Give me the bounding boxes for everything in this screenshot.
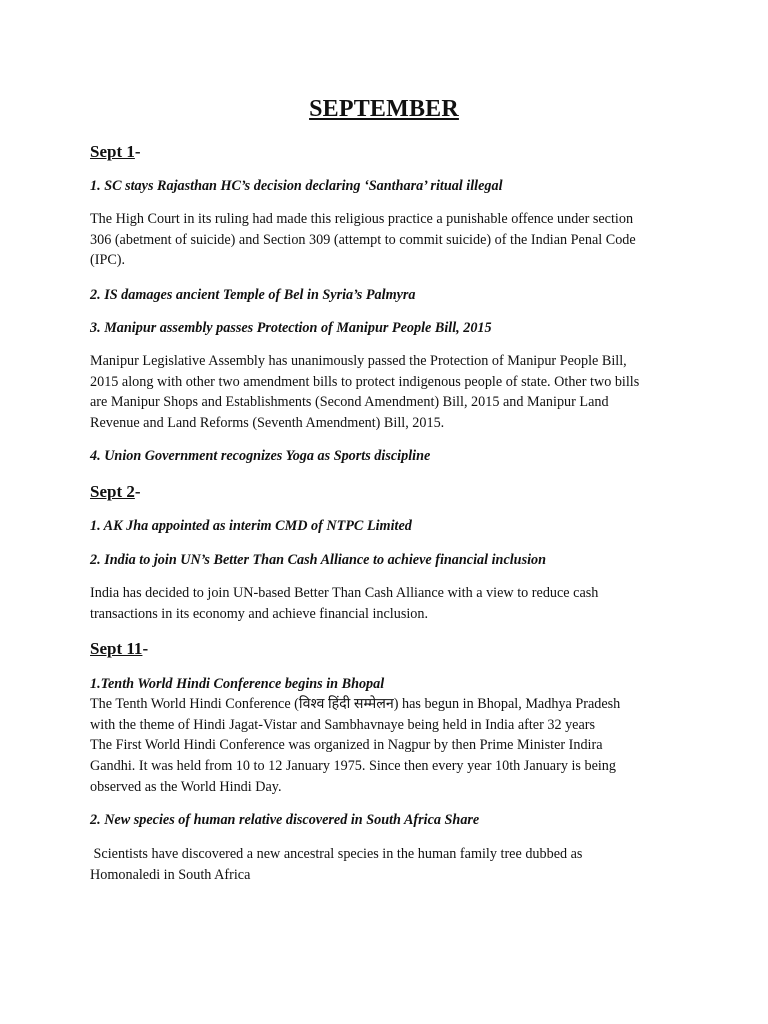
headline-hindi-conference: 1.Tenth World Hindi Conference begins in Bhopal <box>90 676 385 692</box>
text-line: The First World Hindi Conference was organized in Nagpur by then Prime Minister Indira <box>90 737 603 754</box>
text-line: (IPC). <box>90 252 126 269</box>
headline-manipur-bill: 3. Manipur assembly passes Protection of Manipur People Bill, 2015 <box>90 320 492 336</box>
headline-new-species: 2. New species of human relative discovered in South Africa Share <box>90 812 480 828</box>
text-line: The Tenth World Hindi Conference (विश्व हिंदी सम्मेलन) has begun in Bhopal, Madhya Pradesh <box>90 696 621 712</box>
section-date-label: Sept 11 <box>90 639 143 658</box>
text-line: observed as the World Hindi Day. <box>90 778 282 795</box>
text-line: The High Court in its ruling had made this religious practice a punishable offence under section <box>90 211 634 227</box>
text-line: India has decided to join UN-based Better Than Cash Alliance with a view to reduce cash <box>90 585 599 601</box>
text-line: Homonaledi in South Africa <box>90 866 251 883</box>
text-line: Scientists have discovered a new ancestral species in the human family tree dubbed as <box>90 846 583 862</box>
headline-yoga: 4. Union Government recognizes Yoga as Sports discipline <box>90 448 431 464</box>
text-line: 2015 along with other two amendment bills to protect indigenous people of state. Other two bills <box>90 373 640 390</box>
text-line: Gandhi. It was held from 10 to 12 January 1975. Since then every year 10th January is being <box>90 758 616 775</box>
paragraph-santhara <box>90 209 680 271</box>
headline-ntpc: 1. AK Jha appointed as interim CMD of NTPC Limited <box>90 518 412 534</box>
section-date-sept-2 <box>90 481 141 503</box>
text-line: Revenue and Land Reforms (Seventh Amendment) Bill, 2015. <box>90 415 445 432</box>
text-line: 306 (abetment of suicide) and Section 309 (attempt to commit suicide) of the Indian Penal Code <box>90 231 636 248</box>
headline-palmyra: 2. IS damages ancient Temple of Bel in Syria’s Palmyra <box>90 287 416 303</box>
page-title: SEPTEMBER <box>309 96 459 122</box>
section-date-sept-1 <box>90 141 141 163</box>
section-date-suffix: - <box>134 142 141 161</box>
text-line: transactions in its economy and achieve financial inclusion. <box>90 605 429 622</box>
paragraph-better-than-cash <box>90 583 680 624</box>
text-line: with the theme of Hindi Jagat-Vistar and Sambhavnaye being held in India after 32 years <box>90 716 596 733</box>
paragraph-hindi-conference <box>90 694 680 798</box>
section-date-label: Sept 1 <box>90 142 135 161</box>
headline-better-than-cash: 2. India to join UN’s Better Than Cash Alliance to achieve financial inclusion <box>90 552 547 568</box>
headline-santhara: 1. SC stays Rajasthan HC’s decision declaring ‘Santhara’ ritual illegal <box>90 178 503 194</box>
paragraph-new-species <box>90 844 680 885</box>
text-line: are Manipur Shops and Establishments (Second Amendment) Bill, 2015 and Manipur Land <box>90 394 609 411</box>
text-line: Manipur Legislative Assembly has unanimously passed the Protection of Manipur People Bill, <box>90 353 627 369</box>
section-date-suffix: - <box>134 482 141 501</box>
section-date-sept-11 <box>90 638 148 660</box>
section-date-suffix: - <box>142 639 149 658</box>
paragraph-manipur-bill <box>90 351 680 434</box>
section-date-label: Sept 2 <box>90 482 135 501</box>
